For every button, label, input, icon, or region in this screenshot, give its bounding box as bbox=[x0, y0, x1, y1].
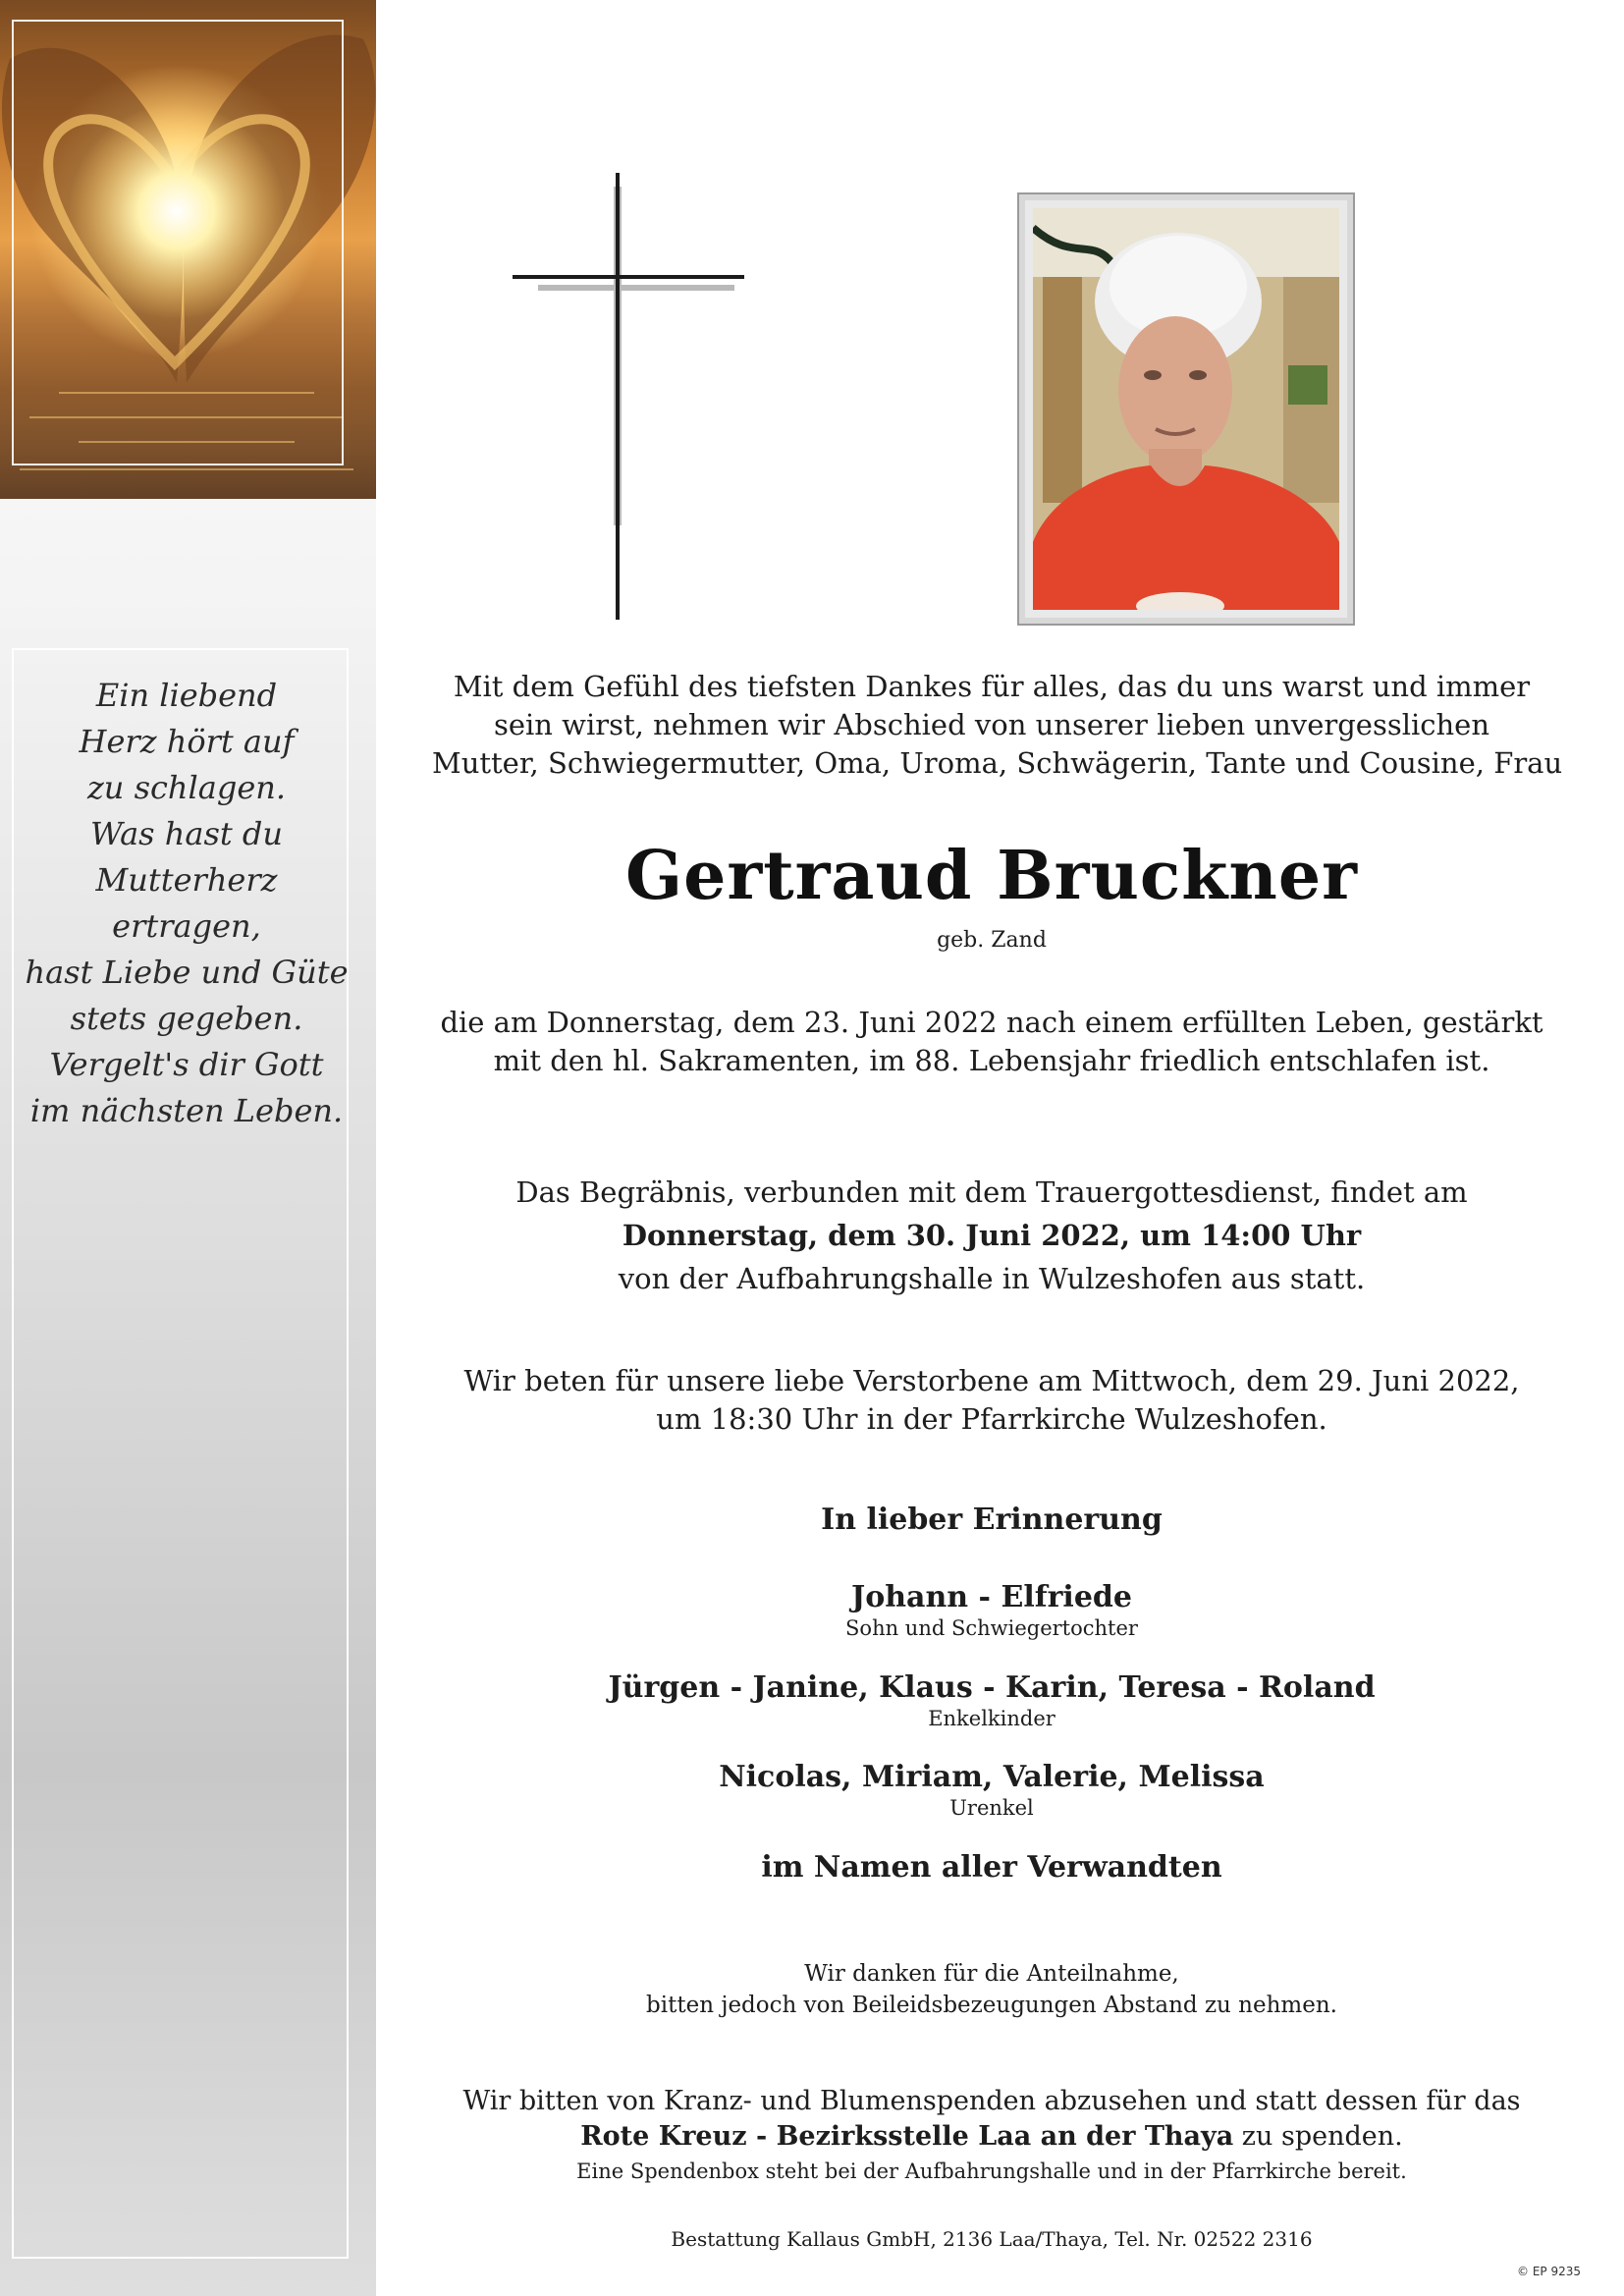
maiden-name: geb. Zand bbox=[937, 928, 1047, 953]
portrait-photo bbox=[1033, 208, 1339, 610]
mourner-group bbox=[432, 1579, 1551, 1640]
passing-line: mit den hl. Sakramenten, im 88. Lebensjahr friedlich entschlafen ist. bbox=[493, 1044, 1490, 1077]
heart-hands-image bbox=[0, 0, 376, 499]
poem-line: zu schlagen. bbox=[86, 769, 287, 806]
portrait-icon bbox=[1033, 208, 1339, 610]
poem-line: ertragen, bbox=[112, 907, 261, 945]
intro-line: Mutter, Schwiegermutter, Oma, Uroma, Schwägerin, Tante und Cousine, Frau bbox=[432, 746, 1563, 780]
cross-icon bbox=[501, 167, 756, 629]
passing-line: die am Donnerstag, dem 23. Juni 2022 nach einem erfüllten Leben, gestärkt bbox=[440, 1006, 1543, 1039]
funeral-line: Das Begräbnis, verbunden mit dem Trauergottesdienst, findet am bbox=[515, 1175, 1468, 1209]
thanks-text bbox=[432, 1958, 1551, 2021]
hero-frame bbox=[12, 20, 344, 465]
poem-line: Was hast du bbox=[89, 815, 283, 852]
intro-line: Mit dem Gefühl des tiefsten Dankes für alles, das du uns warst und immer bbox=[453, 670, 1531, 703]
mourner-relation: Sohn und Schwiegertochter bbox=[845, 1616, 1138, 1640]
poem-line: hast Liebe und Güte bbox=[25, 954, 349, 991]
prayer-line: um 18:30 Uhr in der Pfarrkirche Wulzeshofen. bbox=[656, 1402, 1327, 1436]
mourner-names: Jürgen - Janine, Klaus - Karin, Teresa - Roland bbox=[608, 1670, 1376, 1705]
mourner-names: Johann - Elfriede bbox=[851, 1580, 1132, 1614]
funeral-date: Donnerstag, dem 30. Juni 2022, um 14:00 Uhr bbox=[622, 1219, 1362, 1252]
poem-line: Ein liebend bbox=[95, 677, 278, 714]
deceased-name: Gertraud Bruckner bbox=[625, 837, 1358, 915]
poem-line: Mutterherz bbox=[95, 861, 278, 899]
donation-note: Eine Spendenbox steht bei der Aufbahrungshalle und in der Pfarrkirche bereit. bbox=[576, 2159, 1407, 2183]
prayer-text bbox=[432, 1362, 1551, 1439]
funeral-home-footer: Bestattung Kallaus GmbH, 2136 Laa/Thaya, Tel. Nr. 02522 2316 bbox=[671, 2227, 1313, 2251]
prayer-line: Wir beten für unsere liebe Verstorbene am Mittwoch, dem 29. Juni 2022, bbox=[463, 1364, 1520, 1397]
funeral-location: von der Aufbahrungshalle in Wulzeshofen aus statt. bbox=[618, 1262, 1366, 1295]
intro-line: sein wirst, nehmen wir Abschied von unserer lieben unvergesslichen bbox=[493, 708, 1490, 741]
sidebar bbox=[0, 0, 376, 2296]
mourner-relation: Urenkel bbox=[949, 1796, 1034, 1820]
mourner-group bbox=[432, 1669, 1551, 1730]
mourner-relation: Enkelkinder bbox=[928, 1707, 1056, 1730]
poem-line: Herz hört auf bbox=[79, 723, 295, 760]
donation-org-suffix: zu spenden. bbox=[1233, 2121, 1403, 2152]
poem-line: Vergelt's dir Gott bbox=[49, 1046, 324, 1083]
poem-line: stets gegeben. bbox=[70, 1000, 303, 1037]
mourner-names: Nicolas, Miriam, Valerie, Melissa bbox=[719, 1760, 1265, 1794]
mourners-closing: im Namen aller Verwandten bbox=[761, 1850, 1222, 1885]
poem bbox=[20, 673, 353, 1134]
donation-org: Rote Kreuz - Bezirksstelle Laa an der Thaya bbox=[580, 2121, 1234, 2152]
print-code: © EP 9235 bbox=[1517, 2265, 1581, 2278]
funeral-text bbox=[432, 1171, 1551, 1300]
thanks-line: bitten jedoch von Beileidsbezeugungen Abstand zu nehmen. bbox=[646, 1993, 1337, 2018]
donation-org-line bbox=[432, 2119, 1551, 2155]
poem-line: im nächsten Leben. bbox=[29, 1092, 344, 1129]
passing-text bbox=[432, 1004, 1551, 1080]
thanks-line: Wir danken für die Anteilnahme, bbox=[804, 1961, 1179, 1987]
portrait-frame bbox=[1017, 192, 1355, 626]
mourners-heading: In lieber Erinnerung bbox=[821, 1503, 1163, 1537]
mourner-group bbox=[432, 1759, 1551, 1820]
donation-text bbox=[432, 2084, 1551, 2188]
intro-text bbox=[432, 668, 1563, 783]
donation-line: Wir bitten von Kranz- und Blumenspenden abzusehen und statt dessen für das bbox=[462, 2086, 1521, 2116]
